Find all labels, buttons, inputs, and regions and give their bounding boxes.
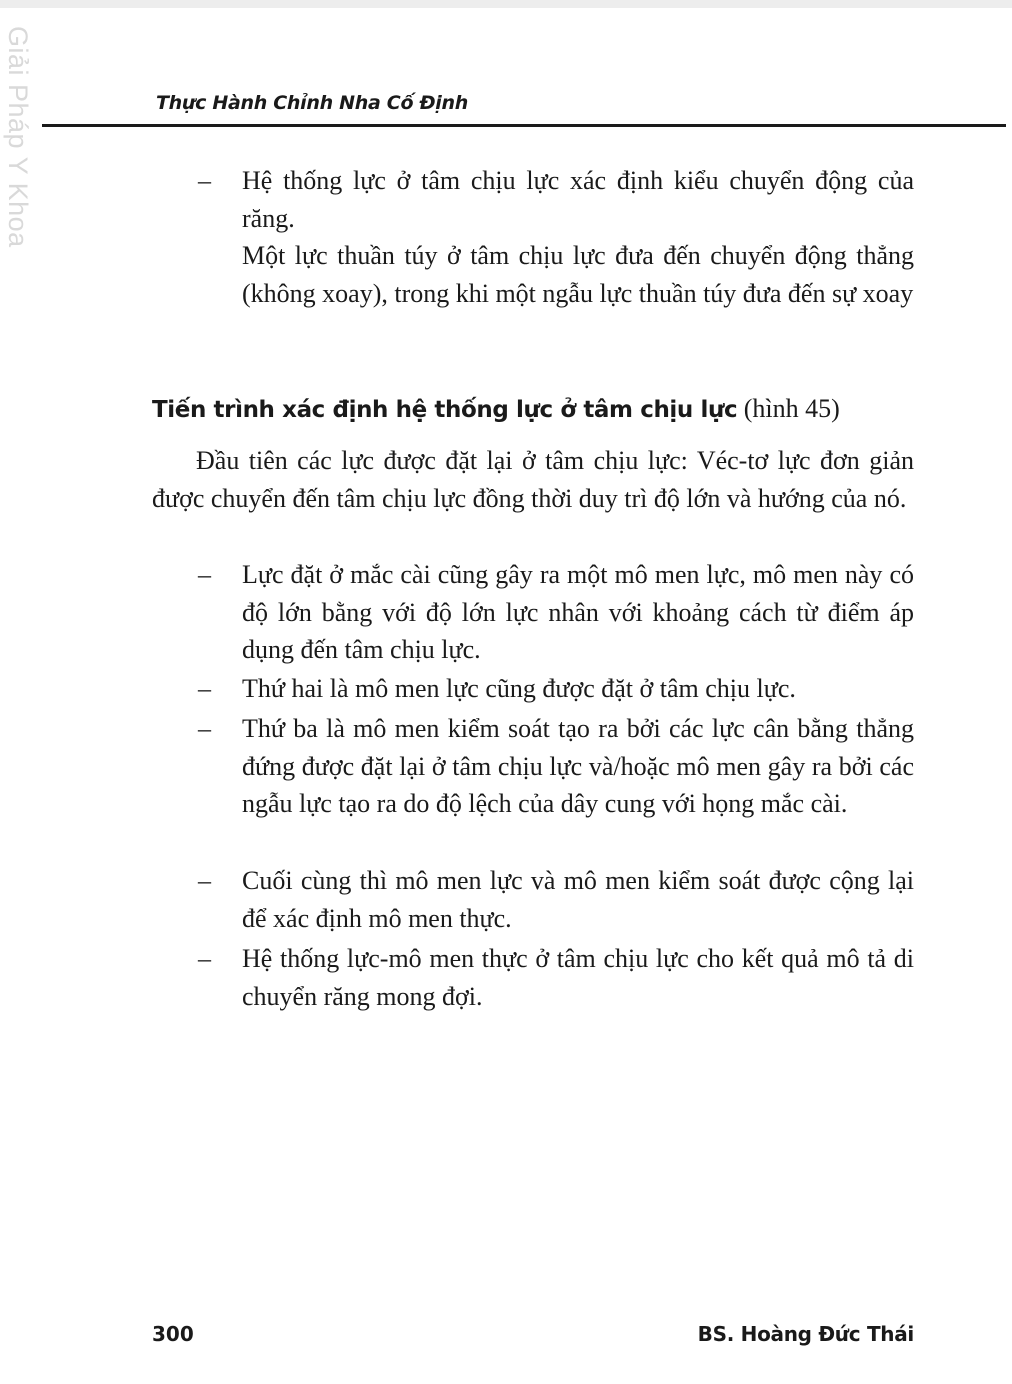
section-heading: [152, 390, 922, 430]
page-number: 300: [152, 1322, 194, 1346]
intro-paragraph: [152, 442, 914, 517]
list-marker: –: [198, 560, 211, 589]
list-item-text: Thứ hai là mô men lực cũng được đặt ở tâm chịu lực.: [242, 674, 796, 703]
list-item-text: Cuối cùng thì mô men lực và mô men kiểm soát được cộng lại để xác định mô men thực.: [242, 866, 914, 933]
list-marker: –: [198, 944, 211, 973]
list-item: [198, 162, 914, 237]
list-marker: –: [198, 714, 211, 743]
header-rule: [42, 124, 1006, 127]
list-item: [198, 670, 914, 708]
list-item: [198, 862, 914, 937]
list-item-text: Thứ ba là mô men kiểm soát tạo ra bởi các lực cân bằng thẳng đứng được đặt lại ở tâm chịu lực và/hoặc mô men gây ra bởi các ngẫu lực tạo ra do độ lệch của dây cung với họng mắc cài.: [242, 714, 914, 818]
footer-author: BS. Hoàng Đức Thái: [697, 1322, 914, 1346]
list-marker: –: [198, 866, 211, 895]
list-item: [198, 710, 914, 823]
list-marker: –: [198, 166, 211, 195]
watermark: Giải Pháp Y Khoa: [3, 26, 33, 248]
intro-text: Đầu tiên các lực được đặt lại ở tâm chịu lực: Véc-tơ lực đơn giản được chuyển đến tâm chịu lực đồng thời duy trì độ lớn và hướng của nó.: [152, 446, 914, 513]
top-band: [0, 0, 1012, 8]
running-header: Thực Hành Chỉnh Nha Cố Định: [156, 92, 468, 114]
section-heading-title: Tiến trình xác định hệ thống lực ở tâm chịu lực: [152, 397, 738, 423]
list-item: [198, 940, 914, 1015]
list-item-text: Lực đặt ở mắc cài cũng gây ra một mô men lực, mô men này có độ lớn bằng với độ lớn lực nhân với khoảng cách từ điểm áp dụng đến tâm chịu lực.: [242, 560, 914, 664]
list-item-text: Hệ thống lực-mô men thực ở tâm chịu lực cho kết quả mô tả di chuyển răng mong đợi.: [242, 944, 914, 1011]
list-marker: –: [198, 674, 211, 703]
list-item-text: Hệ thống lực ở tâm chịu lực xác định kiểu chuyển động của răng.: [242, 166, 914, 233]
list-item: [198, 556, 914, 669]
section-heading-figure-ref: (hình 45): [743, 394, 840, 423]
list-item-continuation: Một lực thuần túy ở tâm chịu lực đưa đến chuyển động thẳng (không xoay), trong khi một ngẫu lực thuần túy đưa đến sự xoay: [242, 241, 914, 308]
